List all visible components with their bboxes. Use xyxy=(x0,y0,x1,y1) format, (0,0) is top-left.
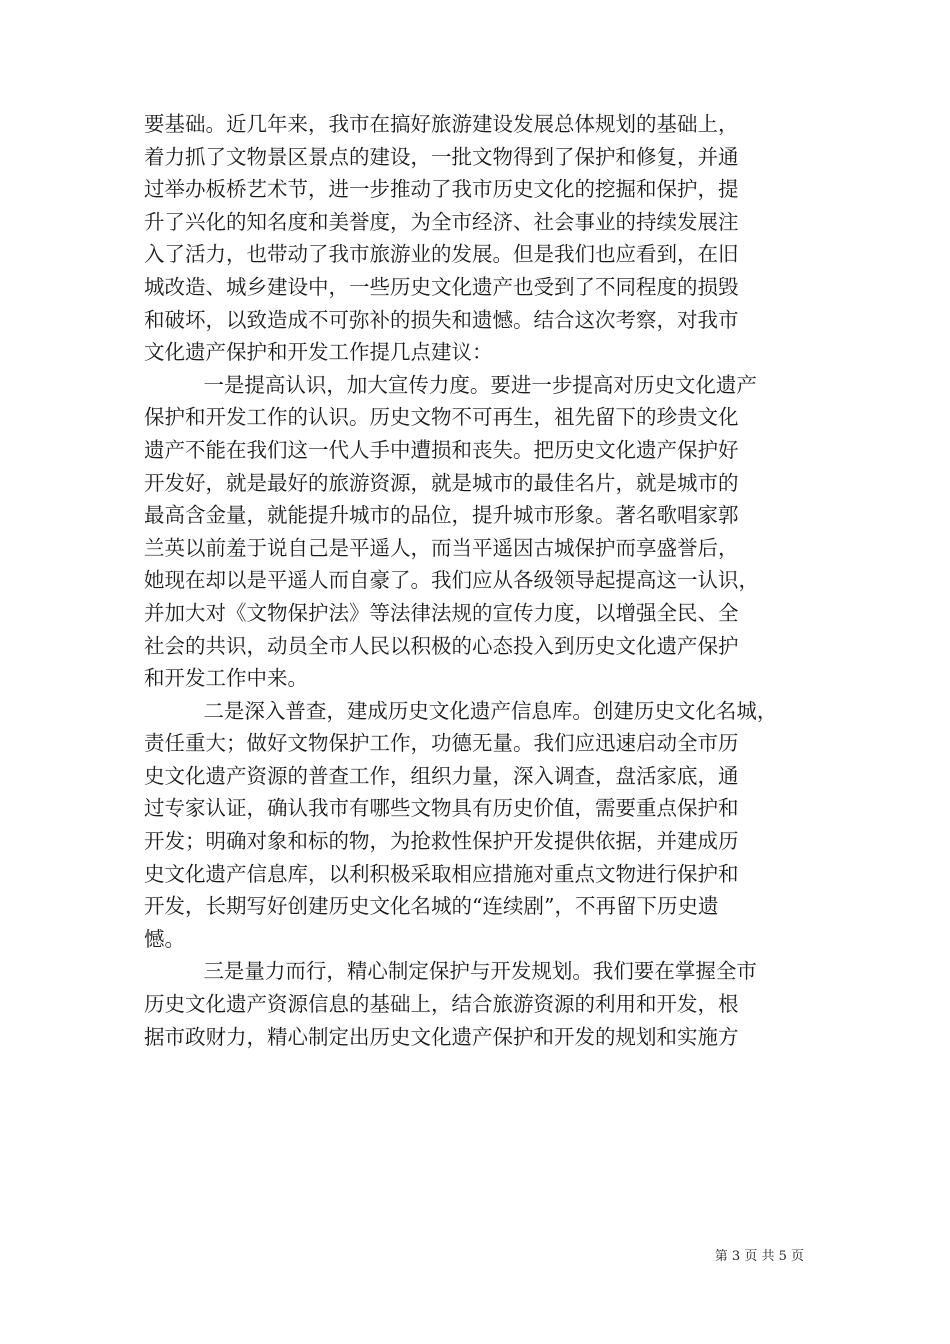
text-line: 开发好，就是最好的旅游资源，就是城市的最佳名片，就是城市的 xyxy=(144,470,739,495)
text-line: 保护和开发工作的认识。历史文物不可再生，祖先留下的珍贵文化 xyxy=(144,405,739,430)
text-line: 过专家认证，确认我市有哪些文物具有历史价值，需要重点保护和 xyxy=(144,796,739,821)
paragraph-1-first-line: 一是提高认识，加大宣传力度。要进一步提高对历史文化遗产 xyxy=(203,372,757,397)
text-line: 和开发工作中来。 xyxy=(144,666,308,691)
text-line: 开发，长期写好创建历史文化名城的“连续剧”，不再留下历史遗 xyxy=(144,894,719,919)
text-line: 文化遗产保护和开发工作提几点建议： xyxy=(144,340,493,365)
text-line: 责任重大；做好文物保护工作，功德无量。我们应迅速启动全市历 xyxy=(144,731,739,756)
page-number-footer: 第 3 页 共 5 页 xyxy=(714,1249,804,1264)
text-line: 社会的共识，动员全市人民以积极的心态投入到历史文化遗产保护 xyxy=(144,633,739,658)
text-line: 最高含金量，就能提升城市的品位，提升城市形象。著名歌唱家郭 xyxy=(144,503,739,528)
text-line: 城改造、城乡建设中，一些历史文化遗产也受到了不同程度的损毁 xyxy=(144,274,739,299)
text-line: 着力抓了文物景区景点的建设，一批文物得到了保护和修复，并通 xyxy=(144,144,739,169)
text-line: 遗产不能在我们这一代人手中遭损和丧失。把历史文化遗产保护好 xyxy=(144,437,739,462)
body-text xyxy=(144,108,812,1053)
text-line: 和破坏，以致造成不可弥补的损失和遗憾。结合这次考察，对我市 xyxy=(144,307,739,332)
text-line: 升了兴化的知名度和美誉度，为全市经济、社会事业的持续发展注 xyxy=(144,209,739,234)
text-line: 史文化遗产信息库，以利积极采取相应措施对重点文物进行保护和 xyxy=(144,861,739,886)
text-line: 兰英以前羞于说自己是平遥人，而当平遥因古城保护而享盛誉后， xyxy=(144,535,739,560)
paragraph-2-first-line: 二是深入普查，建成历史文化遗产信息库。创建历史文化名城， xyxy=(203,698,778,723)
text-line: 她现在却以是平遥人而自豪了。我们应从各级领导起提高这一认识， xyxy=(144,568,759,593)
text-line: 史文化遗产资源的普查工作，组织力量，深入调查，盘活家底，通 xyxy=(144,763,739,788)
text-line: 据市政财力，精心制定出历史文化遗产保护和开发的规划和实施方 xyxy=(144,1024,739,1049)
text-line: 开发；明确对象和标的物，为抢救性保护开发提供依据，并建成历 xyxy=(144,829,739,854)
text-line: 并加大对《文物保护法》等法律法规的宣传力度，以增强全民、全 xyxy=(144,600,739,625)
text-line: 入了活力，也带动了我市旅游业的发展。但是我们也应看到，在旧 xyxy=(144,242,739,267)
paragraph-3-first-line: 三是量力而行，精心制定保护与开发规划。我们要在掌握全市 xyxy=(203,959,757,984)
text-line: 过举办板桥艺术节，进一步推动了我市历史文化的挖掘和保护，提 xyxy=(144,177,739,202)
text-line: 憾。 xyxy=(144,926,185,951)
text-line: 要基础。近几年来，我市在搞好旅游建设发展总体规划的基础上， xyxy=(144,112,739,136)
text-line: 历史文化遗产资源信息的基础上，结合旅游资源的利用和开发，根 xyxy=(144,992,739,1017)
